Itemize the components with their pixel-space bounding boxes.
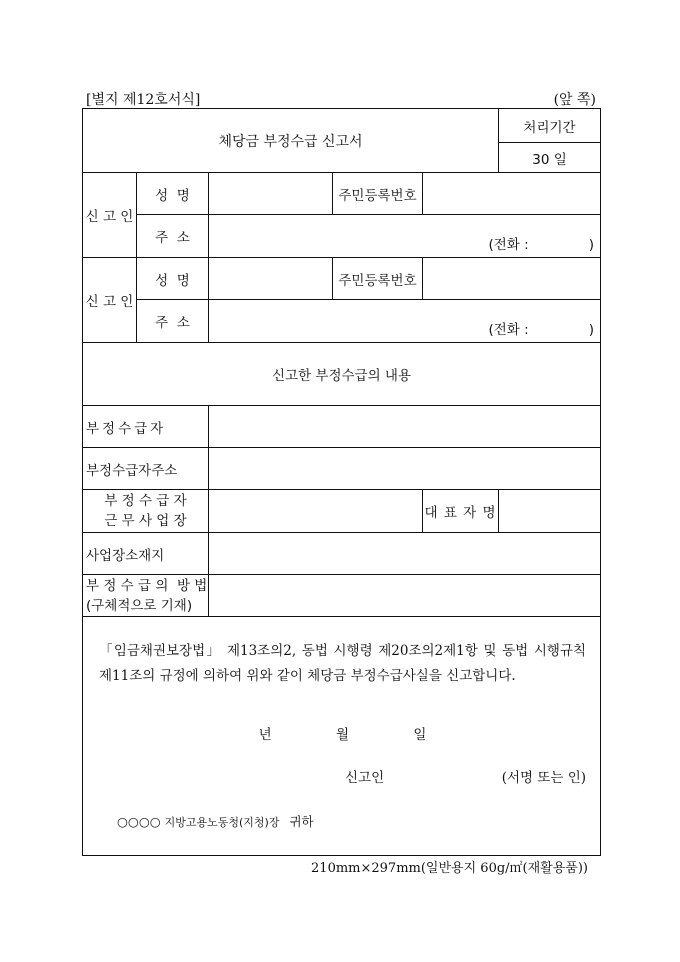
addressee-office: 지방고용노동청(지청)장 xyxy=(164,816,280,829)
workplace-label-line-2: 근 무 사 업 장 xyxy=(104,513,187,529)
reporter-2-label: 신 고 인 xyxy=(83,258,137,343)
reporter-2-name-field[interactable] xyxy=(209,258,333,300)
recipient-address-label: 부정수급자주소 xyxy=(83,448,209,490)
date-month: 월 xyxy=(335,727,350,743)
reporter-1-address-field[interactable] xyxy=(209,215,601,258)
signature-line xyxy=(99,766,586,784)
method-label-line-2: (구체적으로 기재) xyxy=(86,597,193,614)
workplace-label-line-1: 부 정 수 급 자 xyxy=(104,493,187,509)
reporter-1-resident-no-label: 주민등록번호 xyxy=(333,173,423,215)
date-line xyxy=(99,723,586,743)
addressee-suffix: 귀하 xyxy=(289,814,314,829)
reporter-1-address-label: 주 소 xyxy=(137,215,209,258)
date-day: 일 xyxy=(413,727,427,743)
reporter-1-resident-no-field[interactable] xyxy=(423,173,601,215)
representative-field[interactable] xyxy=(499,490,601,533)
addressee-circles: ○○○○ xyxy=(117,814,161,829)
reporter-2-resident-no-field[interactable] xyxy=(423,258,601,300)
declaration-block xyxy=(83,617,601,856)
processing-period-label: 처리기간 xyxy=(499,109,601,143)
report-form xyxy=(82,108,601,856)
reporter-2-address-label: 주 소 xyxy=(137,300,209,343)
method-field[interactable] xyxy=(209,575,601,617)
addressee xyxy=(99,812,586,830)
signer-label: 신고인 xyxy=(345,770,385,786)
recipient-field[interactable] xyxy=(209,406,601,448)
form-reference: [별지 제12호서식] xyxy=(86,92,201,108)
representative-label: 대 표 자 명 xyxy=(423,490,499,533)
reporter-1-label: 신 고 인 xyxy=(83,173,137,258)
form-title: 체당금 부정수급 신고서 xyxy=(83,109,499,173)
paper-spec: 210mm×297mm(일반용지 60g/㎡(재활용품)) xyxy=(311,861,588,876)
workplace-location-field[interactable] xyxy=(209,533,601,575)
section-title: 신고한 부정수급의 내용 xyxy=(83,343,601,406)
workplace-field[interactable] xyxy=(209,490,423,533)
recipient-label: 부정수급자 xyxy=(83,406,209,448)
reporter-2-resident-no-label: 주민등록번호 xyxy=(333,258,423,300)
method-label-line-1: 부 정 수 급 의 방 법 xyxy=(86,577,208,594)
declaration-text: 「임금채권보장법」 제13조의2, 동법 시행령 제20조의2제1항 및 동법 시행규칙 제11조의 규정에 의하여 위와 같이 체당금 부정수급사실을 신고합니다. xyxy=(99,643,587,684)
reporter-2-name-label: 성 명 xyxy=(137,258,209,300)
reporter-1-name-field[interactable] xyxy=(209,173,333,215)
reporter-1-phone-label: (전화 : ) xyxy=(488,237,595,253)
processing-period-value: 30 일 xyxy=(499,143,601,173)
sign-mark: (서명 또는 인) xyxy=(501,770,587,786)
page-side-label: (앞 쪽) xyxy=(553,92,596,108)
reporter-2-address-field[interactable] xyxy=(209,300,601,343)
workplace-location-label: 사업장소재지 xyxy=(83,533,209,575)
method-label xyxy=(83,575,209,617)
workplace-label xyxy=(83,490,209,533)
reporter-2-phone-label: (전화 : ) xyxy=(488,322,595,338)
recipient-address-field[interactable] xyxy=(209,448,601,490)
reporter-1-name-label: 성 명 xyxy=(137,173,209,215)
date-year: 년 xyxy=(258,727,272,743)
